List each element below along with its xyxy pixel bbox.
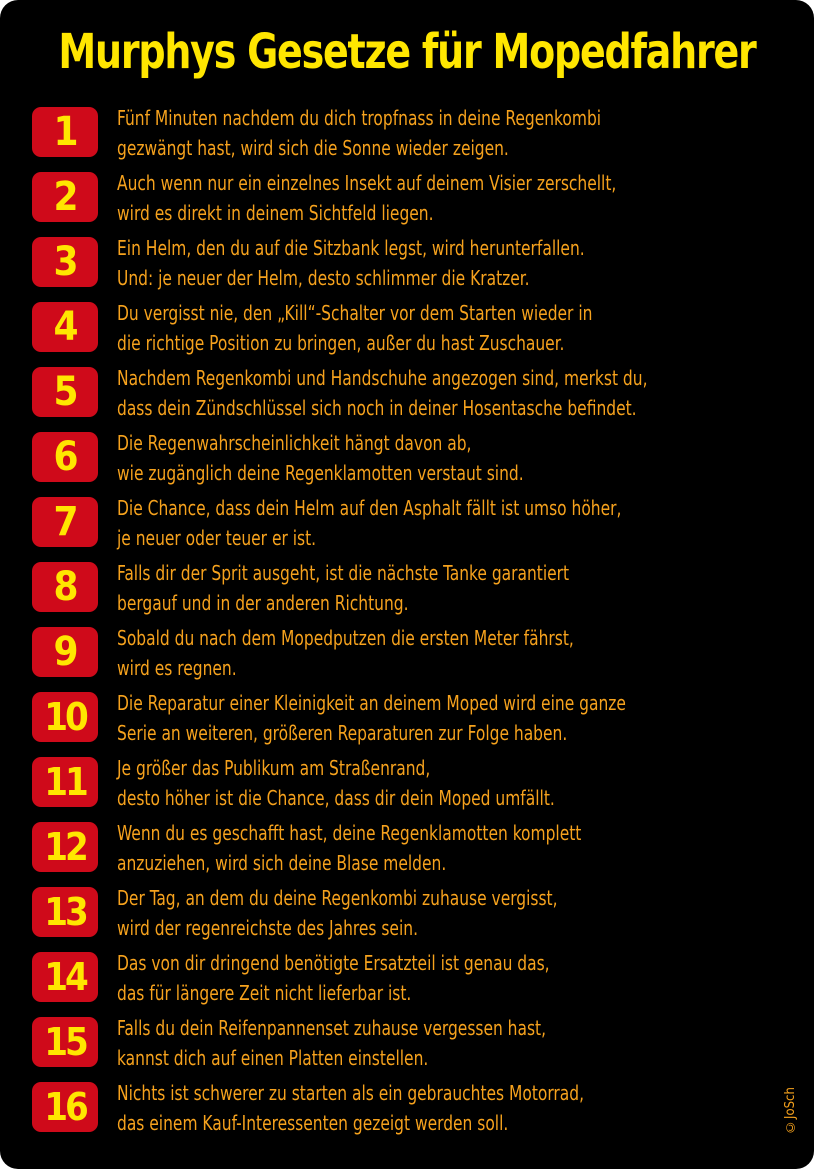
- rules-list: [0, 103, 814, 1143]
- rule-text-line: das für längere Zeit nicht lieferbar ist.: [117, 981, 412, 1005]
- rule-text-line: wie zugänglich deine Regenklamotten verstaut sind.: [117, 461, 524, 485]
- page-title: Murphys Gesetze für Mopedfahrer: [58, 24, 756, 80]
- rule-number-badge: 5: [32, 367, 98, 417]
- rule-item-5: [0, 363, 814, 428]
- rule-item-3: [0, 233, 814, 298]
- rule-text-line: Die Regenwahrscheinlichkeit hängt davon ab,: [117, 431, 472, 455]
- rule-text-line: Das von dir dringend benötigte Ersatzteil ist genau das,: [117, 951, 550, 975]
- rule-item-14: [0, 948, 814, 1013]
- rule-text-line: wird der regenreichste des Jahres sein.: [117, 916, 418, 940]
- rule-text-line: Serie an weiteren, größeren Reparaturen zur Folge haben.: [117, 721, 568, 745]
- rule-text-line: bergauf und in der anderen Richtung.: [117, 591, 409, 615]
- rule-text: [117, 168, 710, 228]
- rule-number-badge: 16: [32, 1082, 98, 1132]
- rule-item-15: [0, 1013, 814, 1078]
- rule-number-badge: 8: [32, 562, 98, 612]
- rule-text-line: Der Tag, an dem du deine Regenkombi zuhause vergisst,: [117, 886, 558, 910]
- rule-text-line: Du vergisst nie, den „Kill“-Schalter vor dem Starten wieder in: [117, 301, 593, 325]
- rule-number-badge: 15: [32, 1017, 98, 1067]
- rule-text-line: Fünf Minuten nachdem du dich tropfnass in deine Regenkombi: [117, 106, 602, 130]
- rule-text-line: gezwängt hast, wird sich die Sonne wieder zeigen.: [117, 136, 509, 160]
- rule-number-badge: 11: [32, 757, 98, 807]
- rule-number-badge: 9: [32, 627, 98, 677]
- rule-text: [117, 363, 710, 423]
- rule-number-badge: 10: [32, 692, 98, 742]
- rule-item-7: [0, 493, 814, 558]
- rule-text: [117, 1078, 710, 1138]
- rule-text: [117, 298, 710, 358]
- rule-text-line: die richtige Position zu bringen, außer du hast Zuschauer.: [117, 331, 565, 355]
- rule-number-badge: 14: [32, 952, 98, 1002]
- rule-number-badge: 2: [32, 172, 98, 222]
- rule-text-line: wird es direkt in deinem Sichtfeld liegen.: [117, 201, 434, 225]
- rule-item-12: [0, 818, 814, 883]
- rule-text-line: Die Chance, dass dein Helm auf den Asphalt fällt ist umso höher,: [117, 496, 622, 520]
- rule-item-16: [0, 1078, 814, 1143]
- rule-number-badge: 13: [32, 887, 98, 937]
- rule-text-line: Und: je neuer der Helm, desto schlimmer die Kratzer.: [117, 266, 530, 290]
- rule-text-line: Ein Helm, den du auf die Sitzbank legst, wird herunterfallen.: [117, 236, 585, 260]
- rule-text-line: Falls du dein Reifenpannenset zuhause vergessen hast,: [117, 1016, 547, 1040]
- rule-text-line: dass dein Zündschlüssel sich noch in deiner Hosentasche befindet.: [117, 396, 637, 420]
- rule-text: [117, 103, 710, 163]
- rule-number-badge: 1: [32, 107, 98, 157]
- rule-text: [117, 558, 710, 618]
- rule-item-4: [0, 298, 814, 363]
- rule-number-badge: 3: [32, 237, 98, 287]
- rule-item-6: [0, 428, 814, 493]
- rule-text: [117, 688, 710, 748]
- rule-text: [117, 753, 710, 813]
- rule-number-badge: 12: [32, 822, 98, 872]
- rule-text: [117, 1013, 710, 1073]
- rule-text-line: Nichts ist schwerer zu starten als ein gebrauchtes Motorrad,: [117, 1081, 585, 1105]
- rule-text-line: Je größer das Publikum am Straßenrand,: [117, 756, 431, 780]
- copyright-notice: ©JoSch: [783, 1087, 798, 1134]
- rule-text-line: Nachdem Regenkombi und Handschuhe angezogen sind, merkst du,: [117, 366, 648, 390]
- rule-item-11: [0, 753, 814, 818]
- rule-item-8: [0, 558, 814, 623]
- rule-text-line: desto höher ist die Chance, dass dir dein Moped umfällt.: [117, 786, 555, 810]
- rule-number-badge: 4: [32, 302, 98, 352]
- rule-item-10: [0, 688, 814, 753]
- rule-text: [117, 233, 710, 293]
- rule-text-line: je neuer oder teuer er ist.: [117, 526, 317, 550]
- rule-text-line: kannst dich auf einen Platten einstellen.: [117, 1046, 429, 1070]
- rule-text-line: Auch wenn nur ein einzelnes Insekt auf deinem Visier zerschellt,: [117, 171, 617, 195]
- rule-text: [117, 493, 710, 553]
- rule-text-line: Wenn du es geschafft hast, deine Regenklamotten komplett: [117, 821, 582, 845]
- rule-item-1: [0, 103, 814, 168]
- rule-text: [117, 428, 710, 488]
- rule-text: [117, 818, 710, 878]
- rule-text: [117, 883, 710, 943]
- rule-text-line: wird es regnen.: [117, 656, 237, 680]
- rule-item-2: [0, 168, 814, 233]
- rule-text-line: Falls dir der Sprit ausgeht, ist die nächste Tanke garantiert: [117, 561, 570, 585]
- rule-number-badge: 6: [32, 432, 98, 482]
- rule-text-line: das einem Kauf-Interessenten gezeigt werden soll.: [117, 1111, 509, 1135]
- rule-number-badge: 7: [32, 497, 98, 547]
- rule-item-9: [0, 623, 814, 688]
- rule-text: [117, 948, 710, 1008]
- rule-text-line: Sobald du nach dem Mopedputzen die ersten Meter fährst,: [117, 626, 574, 650]
- rule-text-line: anzuziehen, wird sich deine Blase melden.: [117, 851, 447, 875]
- rule-text-line: Die Reparatur einer Kleinigkeit an deinem Moped wird eine ganze: [117, 691, 626, 715]
- rule-item-13: [0, 883, 814, 948]
- rule-text: [117, 623, 710, 683]
